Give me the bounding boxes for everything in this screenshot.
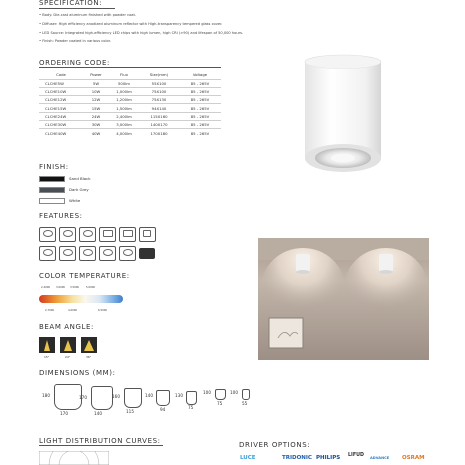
cell-power: 30W [83, 120, 109, 128]
light-distribution-heading: LIGHT DISTRIBUTION CURVES: [39, 437, 161, 445]
table-row [39, 96, 221, 104]
col-flux: Flux [120, 71, 128, 77]
dim-drawing [91, 386, 113, 410]
feature-ip-rating-icon [79, 227, 96, 242]
dim-height: 140 [145, 393, 153, 398]
dim-width: 75 [217, 401, 223, 406]
spec-body: • Body: Die-cast aluminum finished with powder coat. [39, 13, 137, 17]
dim-drawing [156, 390, 170, 406]
dim-width: 55 [242, 401, 248, 406]
driver-advance-logo: ADVANCE [370, 456, 390, 460]
ordering-header-row [39, 70, 221, 79]
cell-voltage: 85 - 265V [179, 104, 221, 112]
ct-label-2700k: 2,700K [45, 309, 55, 312]
table-row [39, 87, 221, 95]
driver-tridonic-logo: TRIDONIC [282, 455, 312, 461]
spec-led-source: • LED Source: Integrated high-efficiency LED chips with high lumen, high CRI (>90) and lifespan of 50,000 hours. [39, 30, 244, 35]
feature-glare-icon [59, 246, 76, 261]
beam-angle-heading: BEAM ANGLE: [39, 323, 95, 331]
ct-label-6500k: 6,500K [98, 309, 108, 312]
ordering-rule [39, 67, 221, 68]
col-code: Code [56, 71, 66, 77]
specification-rule [39, 8, 115, 9]
room-photo-image [258, 238, 429, 360]
color-temperature-heading: COLOR TEMPERATURE: [39, 272, 130, 280]
cell-flux: 3,000lm [109, 120, 139, 128]
cell-flux: 1,500lm [109, 104, 139, 112]
ordering-table-wrap [39, 70, 221, 137]
cell-power: 24W [83, 112, 109, 120]
specification-list [39, 11, 243, 46]
finish-swatch-white [39, 198, 65, 204]
light-distribution-chart [39, 451, 109, 465]
light-distribution-rule [39, 445, 163, 446]
finish-heading: FINISH: [39, 163, 69, 171]
dim-width: 115 [126, 409, 134, 414]
feature-driver-icon [119, 227, 136, 242]
finish-swatch-dark-grey [39, 187, 65, 193]
cell-flux: 1,200lm [109, 96, 139, 104]
finish-swatch-sand-black [39, 176, 65, 182]
driver-philips-logo: PHILIPS [316, 455, 341, 461]
feature-dimmable-icon [139, 227, 156, 242]
table-row [39, 129, 221, 137]
cell-power: 15W [83, 104, 109, 112]
ct-label-3500k: 3,500K [70, 286, 80, 289]
col-size: Size(mm) [149, 71, 169, 77]
driver-luce-logo: LUCE [240, 455, 256, 461]
cell-size: 75X130 [139, 96, 179, 104]
spec-finish: • Finish: Powder coated in various color. [39, 39, 111, 44]
beam-15-icon [39, 337, 55, 353]
ct-label-3000k: 3,000K [56, 286, 66, 289]
feature-angle-icon [79, 246, 96, 261]
cell-size: 94X140 [139, 104, 179, 112]
driver-osram-logo: OSRAM [402, 455, 425, 461]
feature-led-icon [39, 227, 56, 242]
specification-heading: SPECIFICATION: [39, 0, 103, 7]
cell-size: 170X180 [139, 129, 179, 137]
dim-width: 94 [160, 407, 166, 412]
ct-label-2400k: 2,400K [41, 286, 51, 289]
table-row [39, 104, 221, 112]
beam-label-15: 15° [44, 355, 50, 359]
beam-24-icon [60, 337, 76, 353]
finish-label-sand-black: Sand Black [69, 176, 91, 181]
cell-voltage: 85 - 265V [179, 79, 221, 87]
finish-label-dark-grey: Dark Grey [69, 187, 89, 192]
beam-label-36: 36° [86, 355, 92, 359]
dim-height: 130 [175, 393, 183, 398]
cell-flux: 500lm [109, 79, 139, 87]
col-power: Power [90, 71, 102, 77]
cell-power: 12W [83, 96, 109, 104]
dim-width: 170 [60, 411, 68, 416]
finish-label-white: White [69, 198, 81, 203]
driver-lifud-logo: LIFUD [348, 453, 364, 458]
spec-diffuser: • Diffuser: High efficiency anodized aluminum reflector with High-transparency tempered glass cover. [39, 21, 223, 26]
table-row [39, 112, 221, 120]
feature-lifespan-icon [39, 246, 56, 261]
feature-cri-icon [99, 246, 116, 261]
cell-code: CLCHE40W [39, 129, 83, 137]
cell-size: 75X100 [139, 87, 179, 95]
cell-power: 5W [83, 79, 109, 87]
dim-width: 140 [94, 411, 102, 416]
cell-code: CLCHE30W [39, 120, 83, 128]
ordering-heading: ORDERING CODE: [39, 59, 110, 67]
cell-voltage: 85 - 265V [179, 87, 221, 95]
dim-height: 100 [203, 390, 211, 395]
feature-chip-icon [99, 227, 116, 242]
cell-size: 140X170 [139, 120, 179, 128]
cell-voltage: 85 - 265V [179, 120, 221, 128]
dim-height: 100 [230, 390, 238, 395]
cell-code: CLCHE10W [39, 87, 83, 95]
cell-voltage: 85 - 265V [179, 129, 221, 137]
ct-label-5000k: 5,000K [86, 286, 96, 289]
cell-voltage: 85 - 265V [179, 96, 221, 104]
cell-voltage: 85 - 265V [179, 112, 221, 120]
beam-36-icon [81, 337, 97, 353]
dim-drawing [124, 388, 142, 408]
ct-label-4000k: 4,000K [68, 309, 78, 312]
cell-code: CLCHE24W [39, 112, 83, 120]
col-voltage: Voltage [192, 71, 208, 77]
cell-flux: 1,000lm [109, 87, 139, 95]
dim-height: 170 [79, 395, 87, 400]
cell-size: 115X160 [139, 112, 179, 120]
table-row [39, 120, 221, 128]
feature-die-cast-icon [59, 227, 76, 242]
table-row [39, 79, 221, 87]
beam-label-24: 24° [65, 355, 71, 359]
cell-power: 10W [83, 87, 109, 95]
dimensions-heading: DIMENSIONS (MM): [39, 369, 116, 377]
cell-code: CLCHE15W [39, 104, 83, 112]
cell-code: CLCHE5W [39, 79, 83, 87]
dim-drawing [215, 389, 226, 400]
features-heading: FEATURES: [39, 212, 83, 220]
feature-certification-icon [139, 248, 155, 259]
driver-options-heading: DRIVER OPTIONS: [239, 441, 311, 449]
cell-size: 55X100 [139, 79, 179, 87]
dim-height: 160 [112, 394, 120, 399]
cell-flux: 4,000lm [109, 129, 139, 137]
ordering-table [39, 70, 221, 137]
dim-drawing [242, 389, 250, 400]
cell-code: CLCHE12W [39, 96, 83, 104]
dim-width: 75 [188, 405, 194, 410]
product-cylinder-image [296, 52, 390, 180]
cell-flux: 2,400lm [109, 112, 139, 120]
cell-power: 40W [83, 129, 109, 137]
dim-drawing [54, 384, 82, 410]
dim-height: 180 [42, 393, 50, 398]
dim-drawing [186, 391, 197, 405]
feature-eco-icon [119, 246, 136, 261]
color-temperature-bar [39, 295, 123, 303]
